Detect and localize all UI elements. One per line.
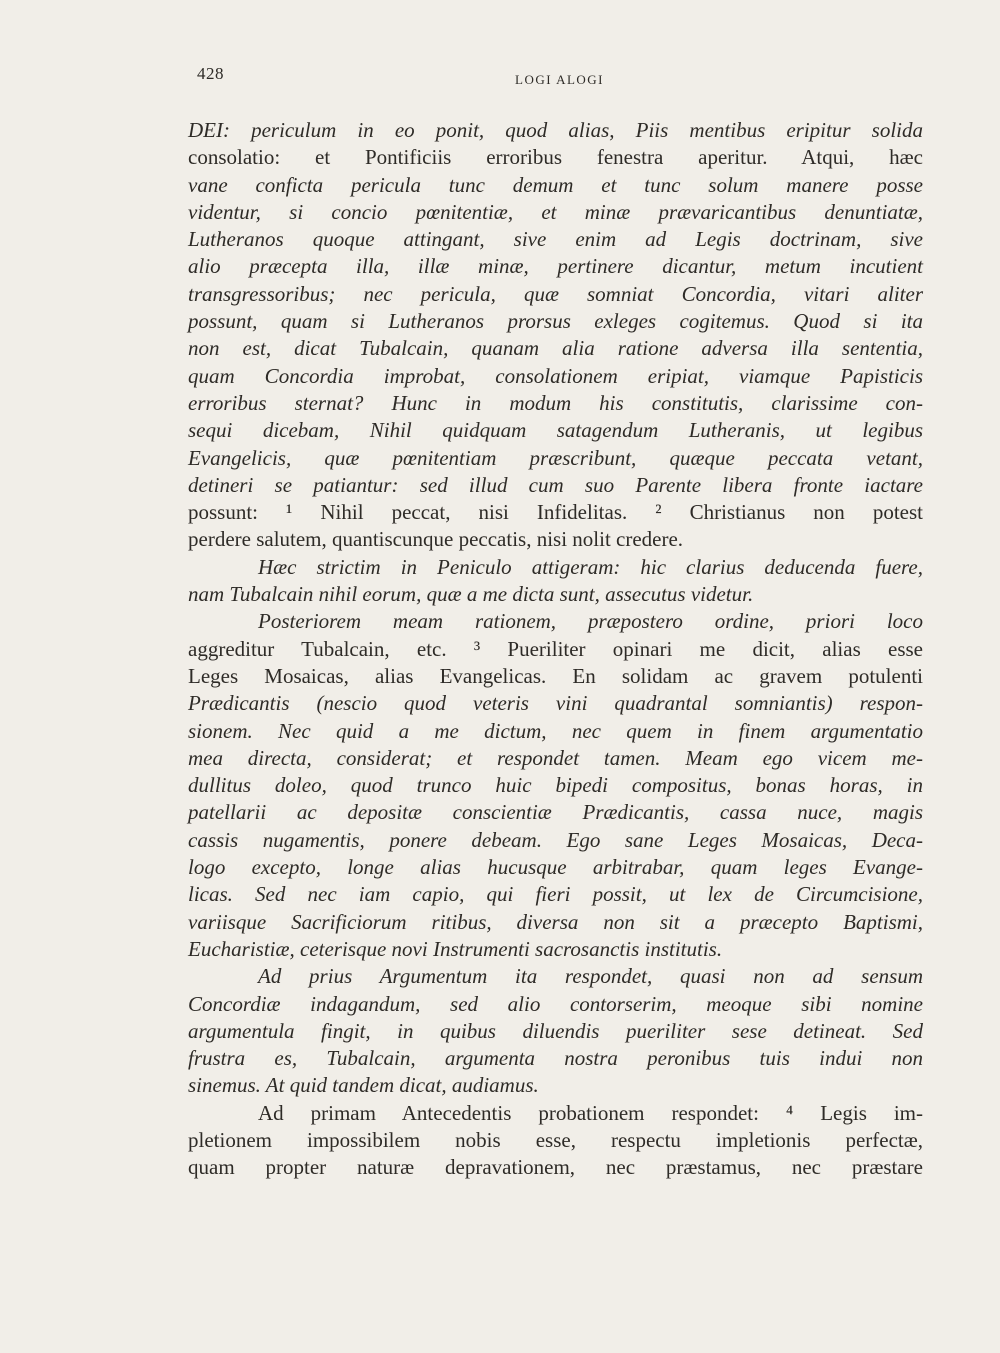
- text-line: quam propter naturæ depravationem, nec præstamus, nec præstare: [188, 1155, 923, 1180]
- text-line: possunt: ¹ Nihil peccat, nisi Infidelitas. ² Christianus non potest: [188, 500, 923, 525]
- text-line: non est, dicat Tubalcain, quanam alia ratione adversa illa sententia,: [188, 336, 923, 361]
- text-line: nam Tubalcain nihil eorum, quæ a me dicta sunt, assecutus videtur.: [188, 582, 754, 607]
- text-line: transgressoribus; nec pericula, quæ somniat Concordia, vitari aliter: [188, 281, 923, 306]
- text-line: dullitus doleo, quod trunco huic bipedi compositus, bonas horas, in: [188, 773, 923, 798]
- text-line: possunt, quam si Lutheranos prorsus exleges cogitemus. Quod si ita: [188, 309, 923, 334]
- text-line: videntur, si concio pœnitentiæ, et minæ prævaricantibus denuntiatæ,: [188, 199, 923, 224]
- text-line: perdere salutem, quantiscunque peccatis, nisi nolit credere.: [188, 527, 684, 552]
- text-line: DEI: periculum in eo ponit, quod alias, Piis mentibus eripitur solida: [188, 118, 923, 142]
- text-line: patellarii ac depositæ conscientiæ Prædicantis, cassa nuce, magis: [188, 800, 923, 825]
- text-line: mea directa, considerat; et respondet tamen. Meam ego vicem me-: [188, 745, 923, 770]
- text-line: Ad primam Antecedentis probationem respondet: ⁴ Legis im-: [258, 1100, 923, 1125]
- text-line: Hæc strictim in Peniculo attigeram: hic clarius deducenda fuere,: [258, 554, 923, 579]
- text-line: aggreditur Tubalcain, etc. ³ Pueriliter opinari me dicit, alias esse: [188, 636, 923, 661]
- text-line: quam Concordia improbat, consolationem eripiat, viamque Papisticis: [188, 363, 923, 388]
- text-line: vane conficta pericula tunc demum et tunc solum manere posse: [188, 172, 923, 197]
- text-line: Posteriorem meam rationem, præpostero ordine, priori loco: [258, 609, 923, 634]
- text-line: erroribus sternat? Hunc in modum his constitutis, clarissime con-: [188, 390, 923, 415]
- text-line: Ad prius Argumentum ita respondet, quasi non ad sensum: [258, 964, 923, 989]
- text-line: Concordiæ indagandum, sed alio contorserim, meoque sibi nomine: [188, 991, 923, 1016]
- text-line: sequi dicebam, Nihil quidquam satagendum Lutheranis, ut legibus: [188, 418, 923, 443]
- text-line: licas. Sed nec iam capio, qui fieri possit, ut lex de Circumcisione,: [188, 882, 923, 907]
- text-line: detineri se patiantur: sed illud cum suo Parente libera fronte iactare: [188, 472, 923, 497]
- text-line: Prædicantis (nescio quod veteris vini quadrantal somniantis) respon-: [188, 691, 923, 716]
- text-line: Eucharistiæ, ceterisque novi Instrumenti sacrosanctis institutis.: [188, 936, 723, 961]
- text-line: logo excepto, longe alias hucusque arbitrabar, quam leges Evange-: [188, 855, 923, 880]
- text-line: sinemus. At quid tandem dicat, audiamus.: [188, 1073, 539, 1098]
- text-line: Leges Mosaicas, alias Evangelicas. En solidam ac gravem potulenti: [188, 663, 923, 688]
- text-line: consolatio: et Pontificiis erroribus fenestra aperitur. Atqui, hæc: [188, 145, 923, 170]
- main-text: [188, 117, 923, 1182]
- text-line: variisque Sacrificiorum ritibus, diversa non sit a præcepto Baptismi,: [188, 909, 923, 934]
- text-line: frustra es, Tubalcain, argumenta nostra peronibus tuis indui non: [188, 1046, 923, 1071]
- margin-notes: [0, 0, 180, 1353]
- text-line: cassis nugamentis, ponere debeam. Ego sane Leges Mosaicas, Deca-: [188, 827, 923, 852]
- text-line: sionem. Nec quid a me dictum, nec quem in finem argumentatio: [188, 718, 923, 743]
- page-number: 428: [197, 64, 224, 83]
- text-line: argumentula fingit, in quibus diluendis pueriliter sese detineat. Sed: [188, 1018, 923, 1043]
- text-line: Lutheranos quoque attingant, sive enim ad Legis doctrinam, sive: [188, 227, 923, 252]
- text-line: Evangelicis, quæ pœnitentiam præscribunt, quæque peccata vetant,: [188, 445, 923, 470]
- text-line: pletionem impossibilem nobis esse, respectu impletionis perfectæ,: [188, 1127, 923, 1152]
- running-head: LOGI ALOGI: [515, 72, 605, 87]
- text-line: alio præcepta illa, illæ minæ, pertinere dicantur, metum incutient: [188, 254, 923, 279]
